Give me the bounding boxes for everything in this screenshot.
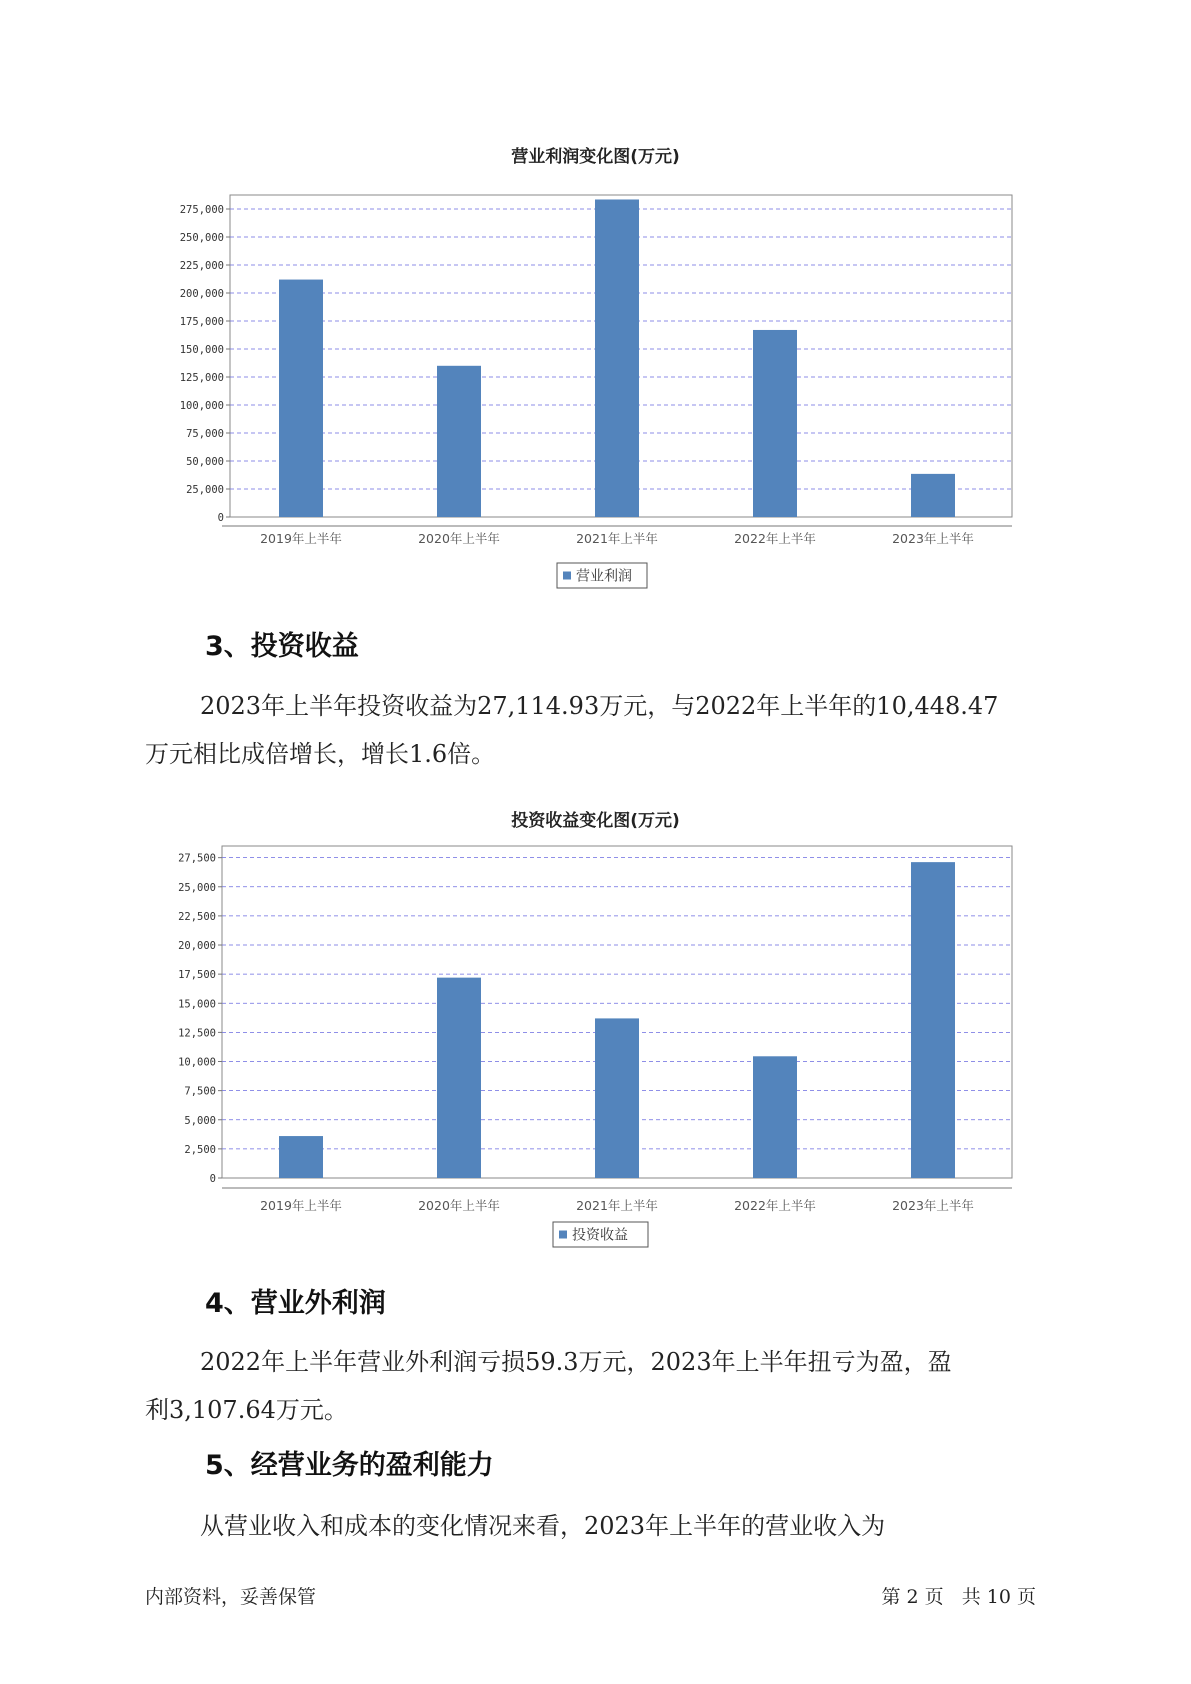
chart2-legend-swatch (559, 1231, 567, 1239)
chart2-y-tick-label: 10,000 (178, 1056, 216, 1069)
section4-line1: 2022年上半年营业外利润亏损59.3万元，2023年上半年扭亏为盈，盈 (200, 1348, 952, 1376)
section3-line2: 万元相比成倍增长，增长1.6倍。 (145, 740, 496, 768)
chart1-y-tick-label: 250,000 (179, 232, 224, 244)
chart1-y-tick-label: 200,000 (179, 288, 224, 300)
section4-line2: 利3,107.64万元。 (145, 1396, 348, 1424)
chart2-bar (279, 1136, 323, 1178)
chart2-y-tick-label: 0 (209, 1173, 216, 1185)
chart2-category-label: 2020年上半年 (418, 1198, 500, 1213)
chart1-bar (437, 366, 481, 517)
chart2-legend-label: 投资收益 (572, 1227, 628, 1244)
chart1-category-label: 2023年上半年 (892, 531, 974, 546)
chart1-y-tick-label: 125,000 (179, 372, 224, 384)
chart2-y-tick-label: 7,500 (184, 1085, 216, 1098)
chart2-bar (753, 1056, 797, 1178)
footer-page-number: 第 2 页 共 10 页 (881, 1586, 1036, 1608)
chart2-bar (595, 1018, 639, 1178)
chart2-category-label: 2022年上半年 (734, 1198, 816, 1213)
chart2-title: 投资收益变化图(万元) (511, 811, 680, 831)
chart2-y-tick-label: 17,500 (178, 969, 216, 982)
chart2-investment-income (0, 830, 1191, 1250)
chart1-bar (753, 330, 797, 517)
chart1-category-label: 2022年上半年 (734, 531, 816, 546)
chart1-y-tick-label: 25,000 (186, 484, 224, 496)
chart1-y-tick-label: 75,000 (186, 428, 224, 440)
section3-paragraph (145, 682, 1080, 778)
chart1-bar (279, 280, 323, 517)
section3-line1: 2023年上半年投资收益为27,114.93万元，与2022年上半年的10,448.47 (200, 692, 999, 720)
chart1-category-label: 2020年上半年 (418, 531, 500, 546)
chart1-title: 营业利润变化图(万元) (511, 147, 680, 167)
chart1-category-label: 2021年上半年 (576, 531, 658, 546)
chart1-y-tick-label: 275,000 (179, 204, 224, 216)
chart2-y-tick-label: 12,500 (178, 1027, 216, 1040)
chart2-y-tick-label: 15,000 (178, 998, 216, 1011)
chart2-y-tick-label: 25,000 (178, 881, 216, 894)
chart1-y-tick-label: 225,000 (179, 260, 224, 272)
chart1-legend-label: 营业利润 (576, 568, 632, 585)
chart2-bar (911, 862, 955, 1178)
chart1-y-tick-label: 150,000 (179, 344, 224, 356)
chart2-y-tick-label: 27,500 (178, 852, 216, 865)
chart2-y-tick-label: 2,500 (184, 1143, 216, 1156)
chart1-y-tick-label: 0 (217, 512, 224, 524)
chart2-y-tick-label: 20,000 (178, 940, 216, 953)
chart2-category-label: 2023年上半年 (892, 1198, 974, 1213)
chart1-y-tick-label: 175,000 (179, 316, 224, 328)
chart2-y-tick-label: 22,500 (178, 910, 216, 923)
chart1-bar (911, 474, 955, 517)
chart1-category-label: 2019年上半年 (260, 531, 342, 546)
chart1-legend-swatch (563, 572, 571, 580)
chart1-operating-profit (0, 130, 1191, 585)
footer-left-note: 内部资料，妥善保管 (145, 1586, 317, 1608)
chart2-bar (437, 978, 481, 1178)
section4-heading: 4、营业外利润 (205, 1288, 386, 1319)
section5-paragraph (145, 1502, 1080, 1550)
chart1-bar (595, 199, 639, 517)
chart2-y-tick-label: 5,000 (184, 1114, 216, 1127)
chart1-y-tick-label: 50,000 (186, 456, 224, 468)
chart2-category-label: 2021年上半年 (576, 1198, 658, 1213)
chart1-y-tick-label: 100,000 (179, 400, 224, 412)
section4-paragraph (145, 1338, 1080, 1434)
section5-line1: 从营业收入和成本的变化情况来看，2023年上半年的营业收入为 (200, 1512, 886, 1540)
section3-heading: 3、投资收益 (205, 631, 359, 662)
section5-heading: 5、经营业务的盈利能力 (205, 1450, 494, 1481)
chart2-category-label: 2019年上半年 (260, 1198, 342, 1213)
